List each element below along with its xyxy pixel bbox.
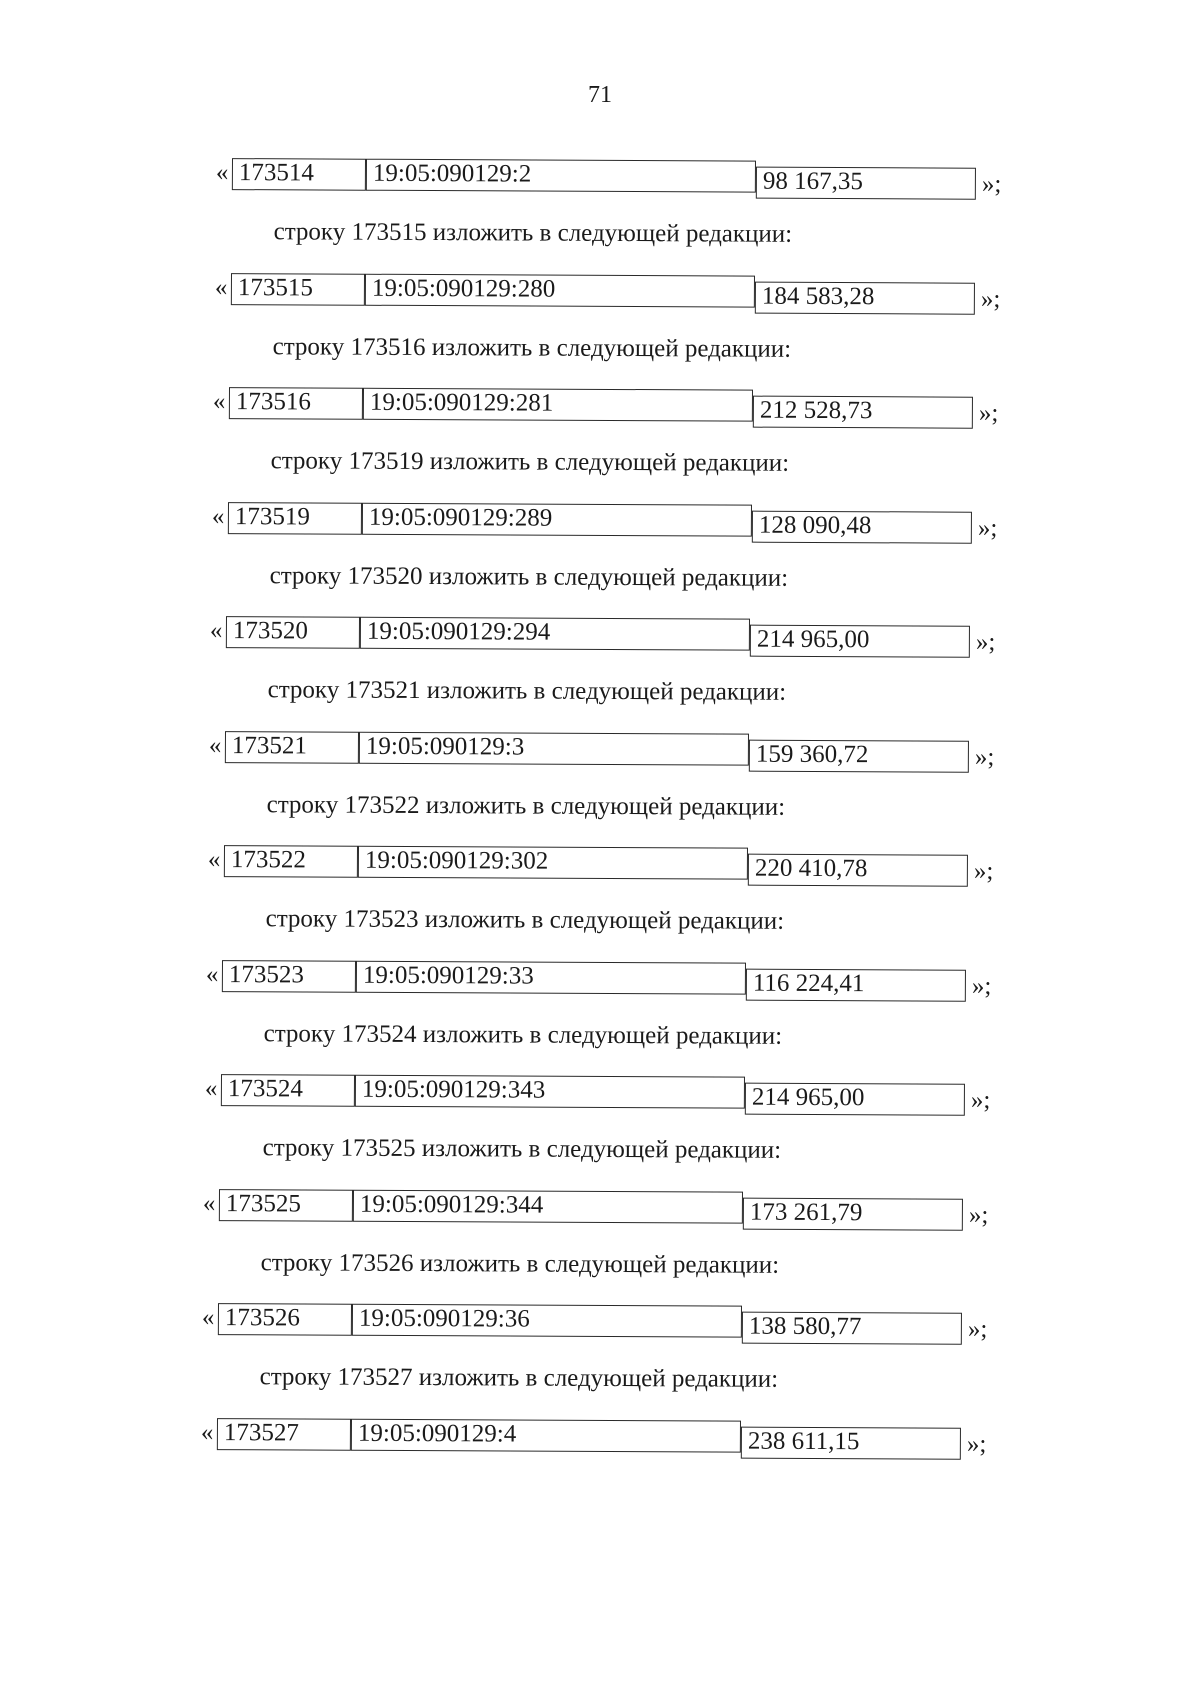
instruction-text: строку 173520 изложить в следующей редакции: [269,561,789,592]
opening-quote: « [203,1189,216,1217]
amendment-block [206,960,1200,1050]
value-cell: 214 965,00 [745,1083,965,1116]
row-number-cell: 173515 [230,273,364,306]
value-cell: 238 611,15 [740,1426,960,1459]
table-row [202,1303,1200,1342]
amendment-block [210,616,1200,706]
amendment-block [207,845,1200,935]
opening-quote: « [201,1304,215,1332]
value-cell: 116 224,41 [746,968,966,1001]
cadastral-number-cell: 19:05:090129:344 [353,1189,743,1223]
closing-quote: »; [974,743,995,771]
amendment-block [214,273,1200,363]
table-row [212,502,1200,541]
row-number-cell: 173523 [222,960,356,993]
cadastral-number-cell: 19:05:090129:302 [357,846,747,880]
value-cell: 184 583,28 [754,281,974,314]
closing-quote: »; [977,514,998,542]
opening-quote: « [211,502,225,530]
row-number-cell: 173519 [228,502,362,535]
closing-quote: »; [973,857,993,885]
closing-quote: »; [972,972,992,1000]
amendment-block [204,1074,1200,1164]
row-number-cell: 173525 [219,1189,353,1222]
instruction-text: строку 173519 изложить в следующей редакции: [270,447,790,477]
table-row [216,158,1200,197]
value-cell: 212 528,73 [753,396,973,429]
instruction-text: строку 173515 изложить в следующей редакции: [273,218,793,248]
table-row [203,1189,1200,1228]
row-number-cell: 173520 [226,616,360,649]
instruction-text: строку 173522 изложить в следующей редакции: [266,790,786,821]
value-cell: 220 410,78 [747,854,967,887]
table-row [210,616,1200,655]
cadastral-number-cell: 19:05:090129:343 [355,1075,745,1109]
row-number-cell: 173514 [232,158,366,191]
amendment-block [208,731,1200,821]
closing-quote: »; [967,1315,988,1343]
opening-quote: « [213,388,226,416]
amendment-block [215,158,1200,248]
cadastral-number-cell: 19:05:090129:3 [359,731,749,765]
closing-quote: »; [976,628,996,656]
amendment-block [213,387,1200,477]
table-row [213,387,1200,426]
cadastral-number-cell: 19:05:090129:4 [350,1418,740,1452]
opening-quote: « [207,846,221,874]
opening-quote: « [200,1418,214,1446]
row-number-cell: 173521 [225,731,359,764]
cadastral-number-cell: 19:05:090129:281 [363,388,753,422]
cadastral-number-cell: 19:05:090129:36 [352,1304,742,1338]
table-row [206,960,1200,999]
table-row [205,1074,1200,1113]
value-cell: 214 965,00 [750,625,970,658]
value-cell: 159 360,72 [749,739,969,772]
instruction-text: строку 173527 изложить в следующей редакции: [259,1363,779,1393]
page-number: 71 [588,82,612,108]
opening-quote: « [215,158,229,187]
cadastral-number-cell: 19:05:090129:294 [360,617,750,651]
opening-quote: « [204,1075,218,1103]
value-cell: 138 580,77 [742,1312,962,1345]
cadastral-number-cell: 19:05:090129:280 [364,273,754,307]
closing-quote: »; [981,170,1002,198]
closing-quote: »; [979,399,999,427]
table-row [207,845,1200,884]
cadastral-number-cell: 19:05:090129:33 [356,960,746,994]
cadastral-number-cell: 19:05:090129:289 [362,502,752,536]
table-row [209,731,1200,770]
row-number-cell: 173527 [216,1418,350,1451]
closing-quote: »; [966,1430,986,1458]
table-row [214,273,1200,312]
instruction-text: строку 173524 изложить в следующей редакции: [263,1019,783,1050]
cadastral-number-cell: 19:05:090129:2 [366,159,756,193]
closing-quote: »; [969,1201,989,1229]
value-cell: 98 167,35 [756,167,976,200]
amendment-block [203,1189,1200,1279]
instruction-text: строку 173523 изложить в следующей редакции: [265,905,784,935]
row-number-cell: 173516 [229,387,363,420]
value-cell: 128 090,48 [752,510,972,543]
instruction-text: строку 173521 изложить в следующей редакции: [267,676,787,706]
amendment-block [201,1303,1200,1393]
opening-quote: « [208,731,222,759]
amendment-block [200,1418,1200,1457]
opening-quote: « [214,273,228,301]
opening-quote: « [210,617,223,645]
row-number-cell: 173524 [221,1074,355,1107]
closing-quote: »; [980,285,1000,313]
closing-quote: »; [970,1086,991,1114]
value-cell: 173 261,79 [743,1197,963,1230]
row-number-cell: 173526 [218,1303,352,1336]
amendment-block [211,502,1200,592]
instruction-text: строку 173516 изложить в следующей редакции: [272,332,791,363]
instruction-text: строку 173525 изложить в следующей редакции: [262,1134,782,1164]
row-number-cell: 173522 [223,845,357,878]
table-row [200,1418,1200,1457]
opening-quote: « [206,960,219,988]
instruction-text: строку 173526 изложить в следующей редакции: [260,1248,780,1279]
